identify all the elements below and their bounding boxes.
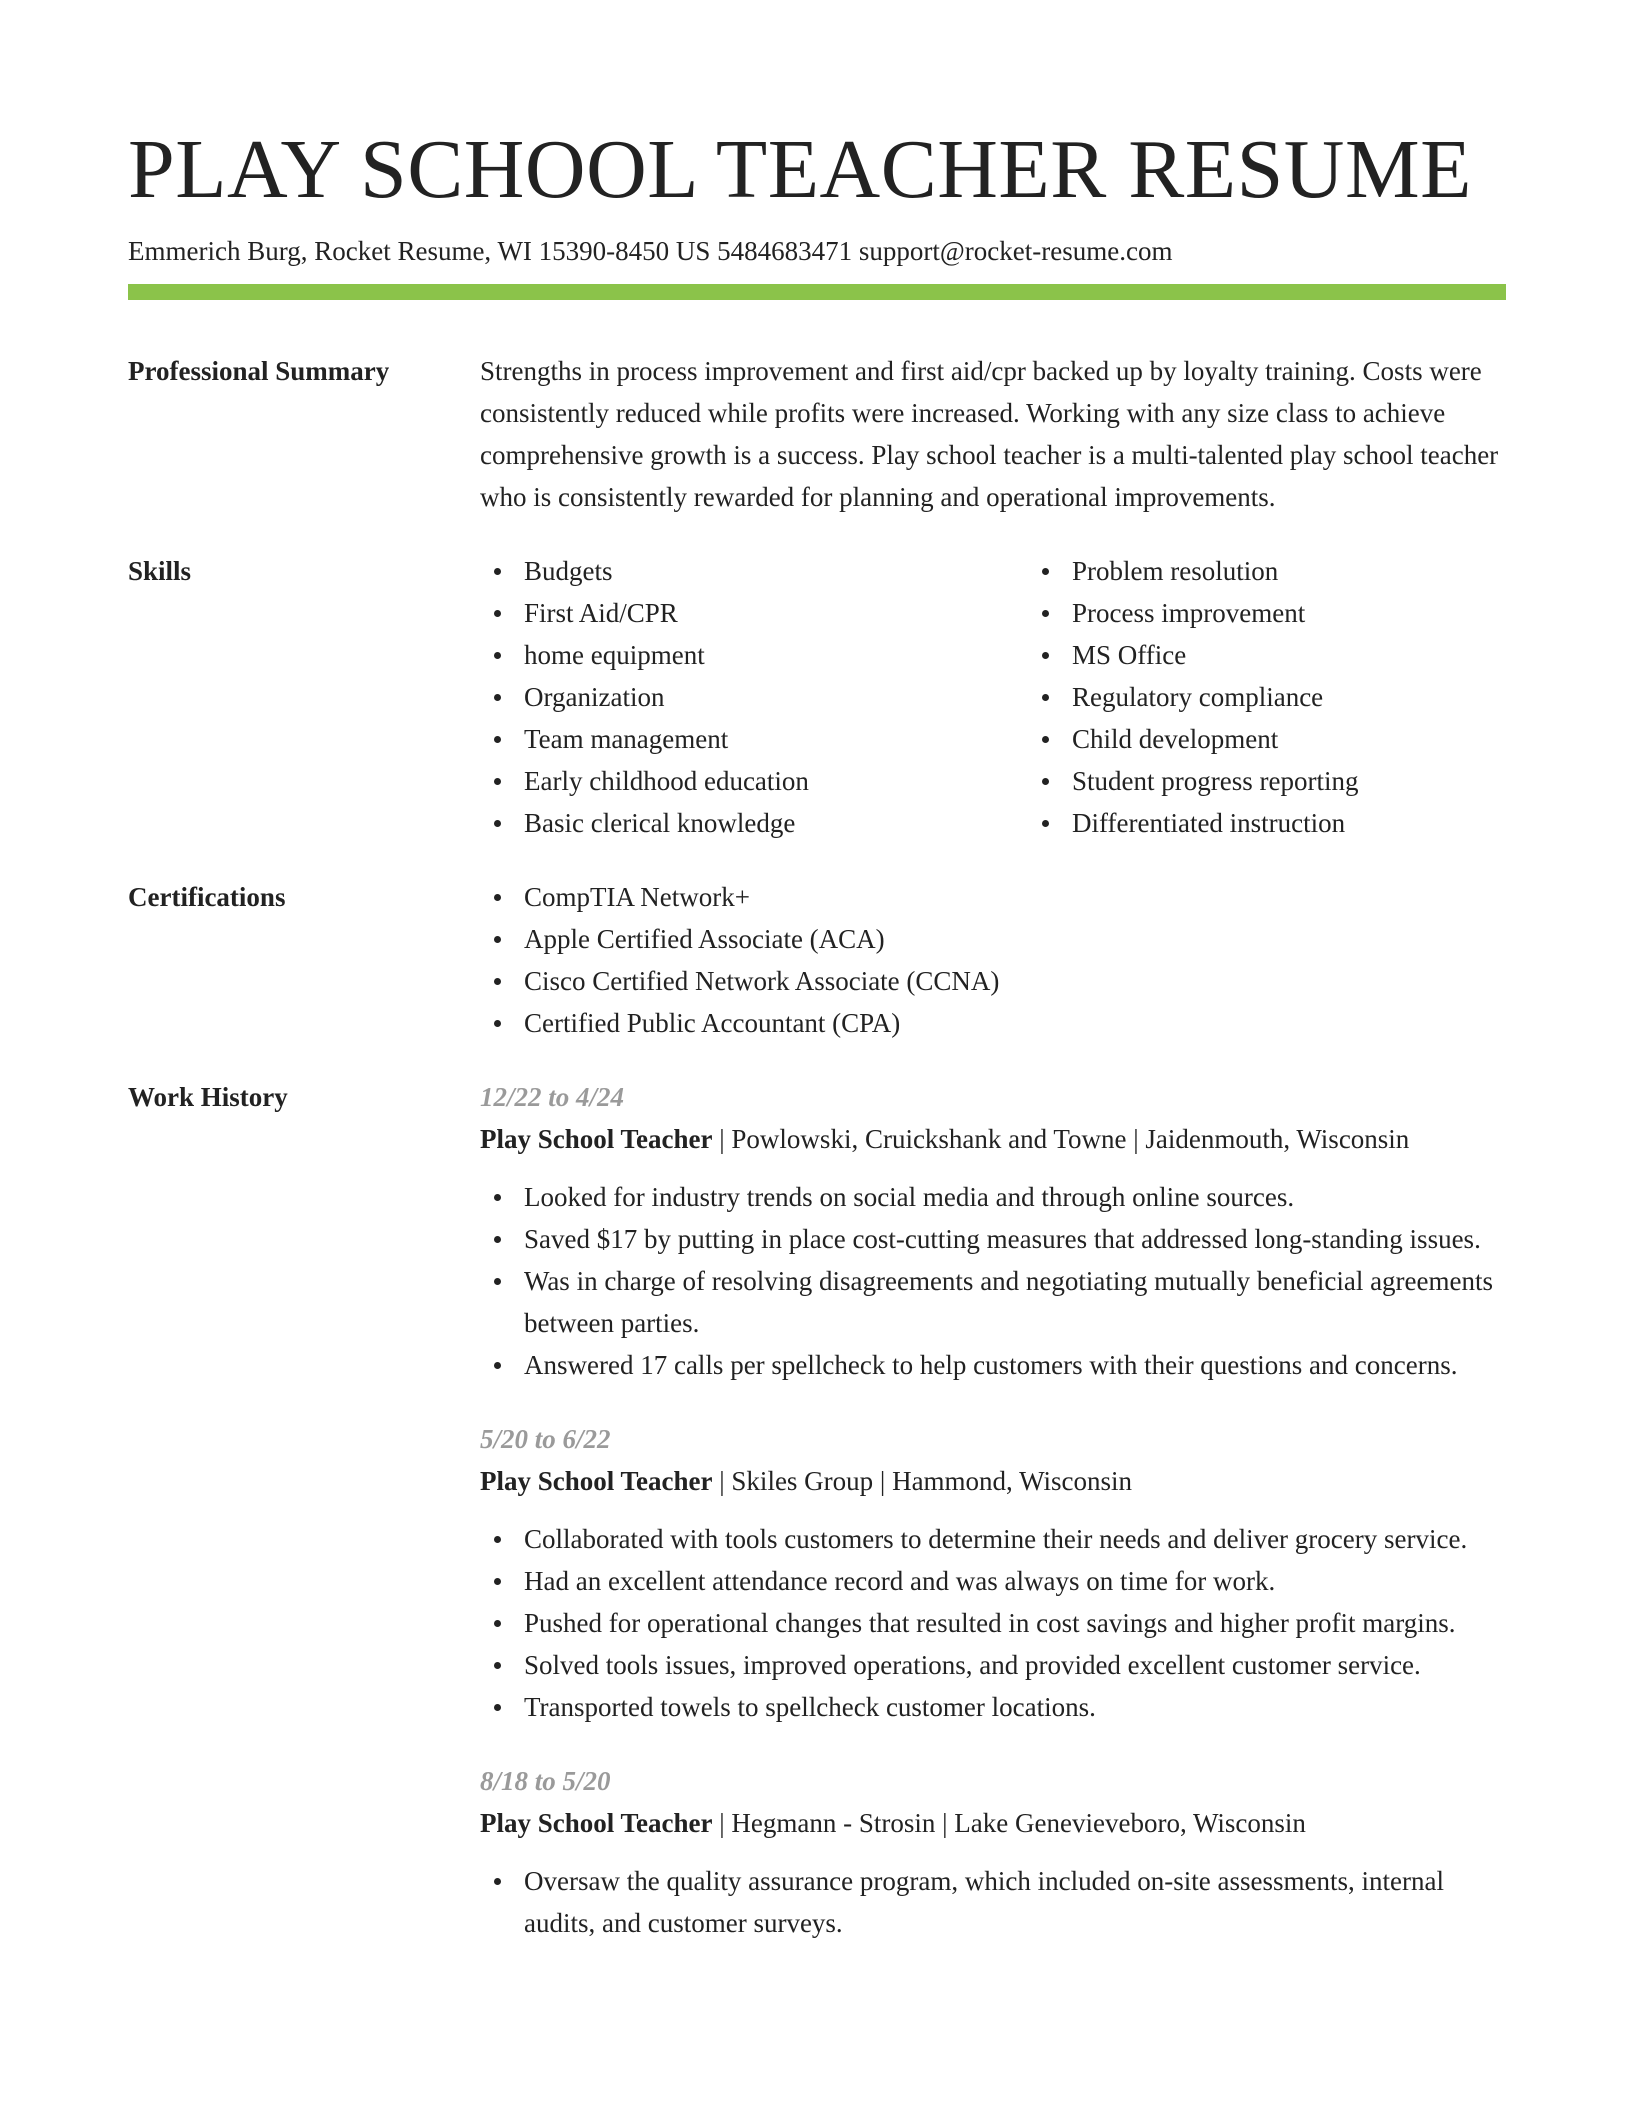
header-divider — [128, 284, 1506, 300]
job-entry — [480, 1418, 1506, 1728]
job-dates: 5/20 to 6/22 — [480, 1424, 611, 1454]
job-duties-list — [480, 1860, 1506, 1944]
skill-item: First Aid/CPR — [524, 592, 1028, 634]
skills-columns — [480, 550, 1576, 844]
job-duty-item: Had an excellent attendance record and was always on time for work. — [524, 1560, 1506, 1602]
job-duty-item: Answered 17 calls per spellcheck to help customers with their questions and concerns. — [524, 1344, 1506, 1386]
job-employer-location: | Powlowski, Cruickshank and Towne | Jaidenmouth, Wisconsin — [712, 1124, 1410, 1154]
skill-item: Early childhood education — [524, 760, 1028, 802]
certification-item: Certified Public Accountant (CPA) — [524, 1002, 1506, 1044]
job-duty-item: Solved tools issues, improved operations, and provided excellent customer service. — [524, 1644, 1506, 1686]
skill-item: Regulatory compliance — [1072, 676, 1576, 718]
job-entry — [480, 1760, 1506, 1944]
job-dates: 12/22 to 4/24 — [480, 1082, 625, 1112]
skill-item: Basic clerical knowledge — [524, 802, 1028, 844]
resume-page — [128, 0, 1506, 1976]
skills-list-right — [1028, 550, 1576, 844]
job-duties-list — [480, 1518, 1506, 1728]
certifications-content — [480, 876, 1506, 1044]
job-title-line — [480, 1460, 1506, 1502]
skills-list-left — [480, 550, 1028, 844]
job-duty-item: Was in charge of resolving disagreements and negotiating mutually beneficial agreements between parties. — [524, 1260, 1506, 1344]
certification-item: CompTIA Network+ — [524, 876, 1506, 918]
skill-item: Student progress reporting — [1072, 760, 1576, 802]
certifications-list — [480, 876, 1506, 1044]
skill-item: Problem resolution — [1072, 550, 1576, 592]
job-duty-item: Collaborated with tools customers to determine their needs and deliver grocery service. — [524, 1518, 1506, 1560]
job-title: Play School Teacher — [480, 1466, 713, 1496]
job-employer-location: | Hegmann - Strosin | Lake Genevieveboro, Wisconsin — [712, 1808, 1306, 1838]
resume-title: PLAY SCHOOL TEACHER RESUME — [128, 123, 1472, 216]
skill-item: Budgets — [524, 550, 1028, 592]
skill-item: Child development — [1072, 718, 1576, 760]
job-title: Play School Teacher — [480, 1808, 713, 1838]
job-dates: 8/18 to 5/20 — [480, 1766, 611, 1796]
certification-item: Apple Certified Associate (ACA) — [524, 918, 1506, 960]
job-duty-item: Oversaw the quality assurance program, which included on-site assessments, internal audits, and customer surveys. — [524, 1860, 1506, 1944]
skill-item: home equipment — [524, 634, 1028, 676]
skill-item: Organization — [524, 676, 1028, 718]
job-title: Play School Teacher — [480, 1124, 713, 1154]
job-duty-item: Transported towels to spellcheck customer locations. — [524, 1686, 1506, 1728]
work-history-section — [128, 1076, 1506, 1976]
job-duty-item: Pushed for operational changes that resulted in cost savings and higher profit margins. — [524, 1602, 1506, 1644]
certification-item: Cisco Certified Network Associate (CCNA) — [524, 960, 1506, 1002]
job-entry — [480, 1076, 1506, 1386]
section-label-summary: Professional Summary — [128, 356, 390, 386]
skill-item: Team management — [524, 718, 1028, 760]
section-label-skills: Skills — [128, 556, 192, 586]
section-label-certifications: Certifications — [128, 882, 286, 912]
certifications-section — [128, 876, 1506, 1044]
skills-section — [128, 550, 1506, 844]
job-duty-item: Saved $17 by putting in place cost-cutting measures that addressed long-standing issues. — [524, 1218, 1506, 1260]
section-label-work-history: Work History — [128, 1082, 288, 1112]
work-history-content — [480, 1076, 1506, 1976]
skill-item: MS Office — [1072, 634, 1576, 676]
contact-line: Emmerich Burg, Rocket Resume, WI 15390-8450 US 5484683471 support@rocket-resume.com — [128, 236, 1173, 266]
skill-item: Process improvement — [1072, 592, 1576, 634]
job-duties-list — [480, 1176, 1506, 1386]
job-employer-location: | Skiles Group | Hammond, Wisconsin — [712, 1466, 1132, 1496]
summary-text: Strengths in process improvement and first aid/cpr backed up by loyalty training. Costs were consistently reduced while profits were increased. Working with any size class to achieve comprehensive growth is a success. Play school teacher is a multi-talented play school teacher who is consistently rewarded for planning and operational improvements. — [480, 356, 1499, 512]
job-title-line — [480, 1802, 1506, 1844]
skill-item: Differentiated instruction — [1072, 802, 1576, 844]
job-title-line — [480, 1118, 1506, 1160]
professional-summary-section — [128, 350, 1506, 518]
job-duty-item: Looked for industry trends on social media and through online sources. — [524, 1176, 1506, 1218]
